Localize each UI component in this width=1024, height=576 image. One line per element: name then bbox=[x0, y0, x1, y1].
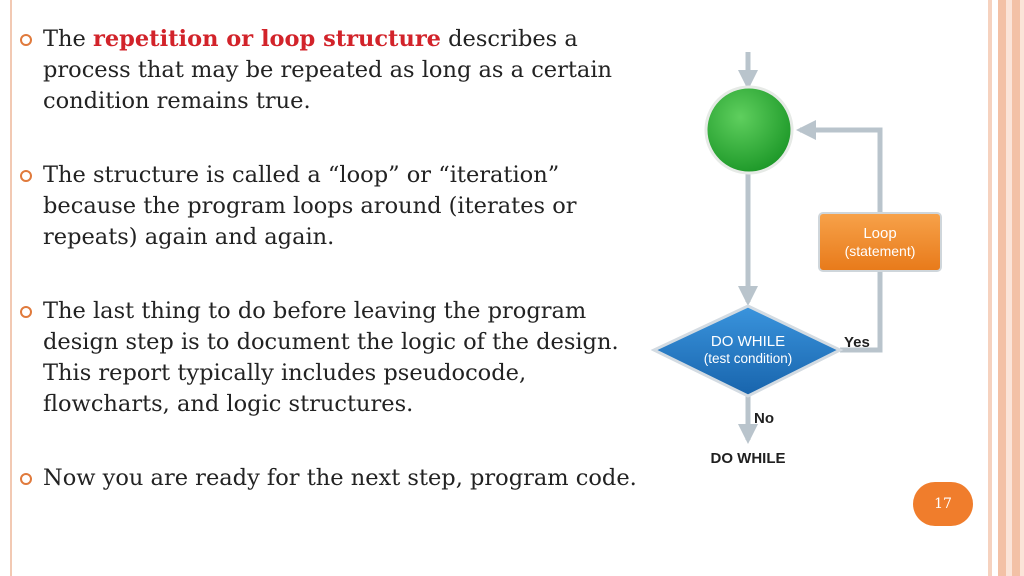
bullet-item bbox=[18, 160, 638, 253]
loop-back-arrow bbox=[800, 130, 880, 212]
bullet-item bbox=[18, 463, 638, 494]
loop-statement-box bbox=[819, 213, 941, 271]
page-number-badge: 17 bbox=[913, 482, 973, 526]
bullet-list bbox=[18, 24, 638, 494]
no-label: No bbox=[754, 410, 774, 427]
left-edge-decoration bbox=[0, 0, 12, 576]
do-while-caption: DO WHILE bbox=[710, 450, 786, 467]
bullet-text: The last thing to do before leaving the program design step is to document the logic of the design. This report typically includes pseudocode, flowcharts, and logic structures. bbox=[43, 298, 619, 417]
bullet-circle-icon bbox=[20, 34, 32, 46]
right-stripe-decoration bbox=[982, 0, 1024, 576]
bullet-item bbox=[18, 296, 638, 420]
bullet-text: describes a process that may be repeated as long as a certain condition remains true. bbox=[43, 26, 613, 114]
bullet-text: The bbox=[43, 26, 93, 52]
yes-label: Yes bbox=[844, 334, 870, 351]
start-circle bbox=[706, 87, 792, 173]
decision-line2: (test condition) bbox=[703, 351, 793, 366]
bullet-circle-icon bbox=[20, 170, 32, 182]
do-while-flowchart bbox=[640, 40, 960, 480]
loop-box-line2: (statement) bbox=[844, 243, 916, 259]
bullet-item bbox=[18, 24, 638, 117]
bullet-circle-icon bbox=[20, 306, 32, 318]
bullet-text: Now you are ready for the next step, program code. bbox=[43, 465, 637, 491]
loop-box-line1: Loop bbox=[863, 225, 897, 242]
bullet-circle-icon bbox=[20, 473, 32, 485]
decision-line1: DO WHILE bbox=[710, 333, 786, 350]
bullet-emphasis: repetition or loop structure bbox=[92, 26, 441, 52]
bullet-text: The structure is called a “loop” or “iteration” because the program loops around (iterates or repeats) again and again. bbox=[43, 162, 577, 250]
